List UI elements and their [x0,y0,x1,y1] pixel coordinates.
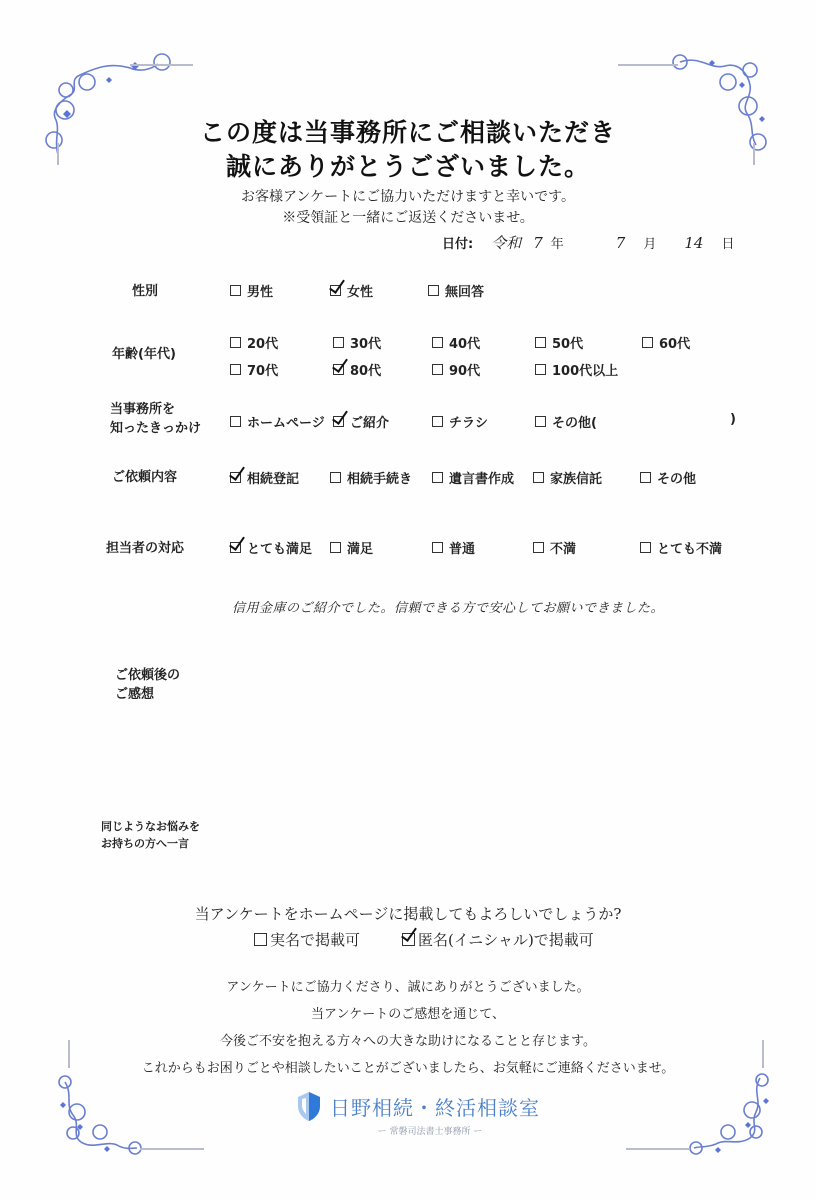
checkbox[interactable] [535,337,546,348]
checkbox-checked[interactable] [330,285,341,296]
date-day[interactable]: 14 [684,234,704,252]
age-option-50s[interactable]: 50代 [535,333,583,352]
checkbox[interactable] [428,285,439,296]
source-option-flyer[interactable]: チラシ [432,412,488,431]
source-other-close: ) [730,412,736,427]
source-other-input[interactable] [605,412,725,430]
checkbox[interactable] [230,337,241,348]
checkbox[interactable] [533,472,544,483]
staff-label: 担当者の対応 [106,541,185,556]
checkbox[interactable] [254,933,267,946]
date-day-unit: 日 [721,237,735,252]
source-label: 当事務所を 知ったきっかけ [110,402,202,436]
source-option-other[interactable]: その他( [535,412,597,431]
staff-option-very-satisfied[interactable]: とても満足 [230,538,312,557]
checkbox-checked[interactable] [333,416,344,427]
frame-line-bottom-right [626,1148,690,1150]
gender-option-no-answer[interactable]: 無回答 [428,281,484,300]
checkbox[interactable] [432,542,443,553]
gender-option-male[interactable]: 男性 [230,281,273,300]
age-option-30s[interactable]: 30代 [333,333,381,352]
checkbox[interactable] [230,364,241,375]
checkbox[interactable] [533,542,544,553]
date-year-unit: 年 [550,237,564,252]
request-option-inheritance-procedures[interactable]: 相続手続き [330,468,412,487]
checkbox[interactable] [330,542,341,553]
closing-line-3: 今後ご不安を抱える方々への大きな助けになることと存じます。 [220,1034,596,1049]
age-option-90s[interactable]: 90代 [432,360,480,379]
ornament-bottom-right-icon [688,1070,788,1160]
closing-line-1: アンケートにご協力くださり、誠にありがとうございました。 [226,980,590,995]
request-option-will-creation[interactable]: 遺言書作成 [432,468,514,487]
checkbox[interactable] [535,364,546,375]
staff-option-satisfied[interactable]: 満足 [330,538,373,557]
publication-question: 当アンケートをホームページに掲載してもよろしいでしょうか? [194,905,622,923]
age-option-70s[interactable]: 70代 [230,360,278,379]
title-line-1: この度は当事務所にご相談いただき [199,118,616,147]
checkbox[interactable] [640,542,651,553]
date-label: 日付: [442,237,474,252]
age-option-20s[interactable]: 20代 [230,333,278,352]
closing-line-4: これからもお困りごとや相談したいことがございましたら、お気軽にご連絡くださいませ。 [141,1061,675,1076]
checkbox[interactable] [330,472,341,483]
date-era[interactable]: 令和 [491,234,522,252]
frame-line-top-right [618,64,678,66]
age-option-100s-plus[interactable]: 100代以上 [535,360,618,379]
logo [296,1090,540,1122]
staff-option-very-dissatisfied[interactable]: とても不満 [640,538,722,557]
request-option-other[interactable]: その他 [640,468,696,487]
request-label: ご依頼内容 [112,470,178,485]
checkbox[interactable] [640,472,651,483]
checkbox[interactable] [230,285,241,296]
checkbox[interactable] [432,472,443,483]
logo-name: 日野相続・終活相談室 [330,1095,540,1120]
source-option-referral[interactable]: ご紹介 [333,412,389,431]
publication-option-anonymous[interactable]: 匿名(イニシャル)で掲載可 [402,929,594,950]
source-option-homepage[interactable]: ホームページ [230,412,325,431]
checkbox[interactable] [230,416,241,427]
date-month[interactable]: 7 [615,234,626,252]
gender-label: 性別 [132,284,159,299]
checkbox[interactable] [432,416,443,427]
shield-icon [296,1090,322,1122]
checkbox-checked[interactable] [230,472,241,483]
gender-option-female[interactable]: 女性 [330,281,373,300]
staff-option-dissatisfied[interactable]: 不満 [533,538,576,557]
checkbox[interactable] [432,364,443,375]
checkbox[interactable] [333,337,344,348]
frame-line-bottom-left [140,1148,204,1150]
checkbox[interactable] [642,337,653,348]
logo-subtitle: ー 常磐司法書士事務所 ー [377,1127,483,1137]
date-year[interactable]: 7 [533,234,543,252]
age-option-80s[interactable]: 80代 [333,360,381,379]
request-option-inheritance-registration[interactable]: 相続登記 [230,468,299,487]
checkbox-checked[interactable] [402,933,415,946]
advice-label: 同じようなお悩みを お持ちの方へ一言 [101,820,200,850]
publication-option-real-name[interactable]: 実名で掲載可 [254,929,360,950]
date-field [442,232,734,253]
subtitle-line-2: ※受領証と一緒にご返送くださいませ。 [282,210,534,226]
impression-answer[interactable]: 信用金庫のご紹介でした。信頼できる方で安心してお願いできました。 [232,601,665,616]
impression-label: ご依頼後の ご感想 [115,668,181,702]
checkbox-checked[interactable] [230,542,241,553]
age-option-40s[interactable]: 40代 [432,333,480,352]
advice-answer[interactable] [232,818,692,858]
checkbox[interactable] [535,416,546,427]
checkbox[interactable] [432,337,443,348]
ornament-bottom-left-icon [55,1070,145,1160]
staff-option-neutral[interactable]: 普通 [432,538,475,557]
age-option-60s[interactable]: 60代 [642,333,690,352]
subtitle-line-1: お客様アンケートにご協力いただけますと幸いです。 [240,189,576,205]
closing-line-2: 当アンケートのご感想を通じて、 [311,1007,505,1022]
frame-line-top-left [130,64,193,66]
date-month-unit: 月 [643,237,657,252]
request-option-family-trust[interactable]: 家族信託 [533,468,602,487]
age-label: 年齢(年代) [112,347,176,362]
checkbox-checked[interactable] [333,364,344,375]
title-line-2: 誠にありがとうございました。 [225,152,590,181]
